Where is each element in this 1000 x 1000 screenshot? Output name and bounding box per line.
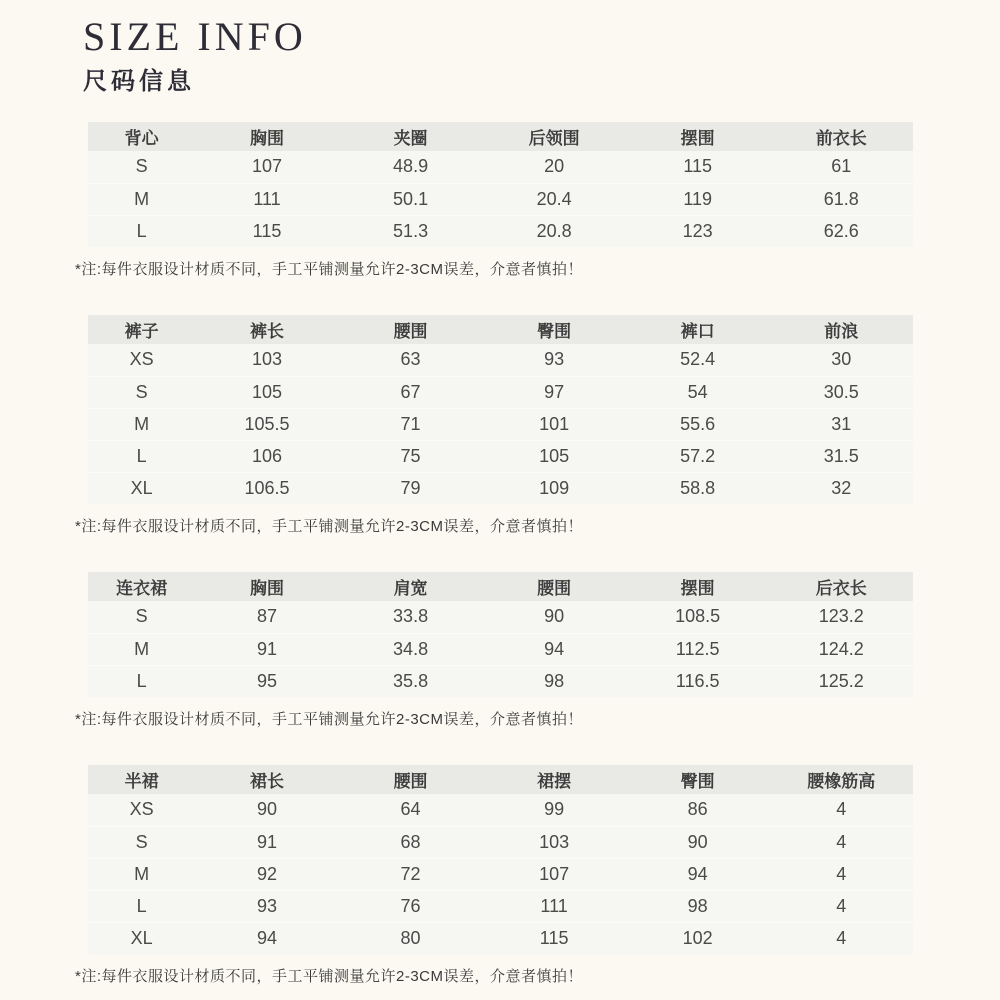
size-value: 108.5 [626, 601, 770, 633]
size-value: 58.8 [626, 472, 770, 504]
table-row [88, 794, 913, 826]
size-value: 30.5 [769, 376, 913, 408]
column-header: 前衣长 [769, 122, 913, 151]
size-label: L [88, 665, 195, 697]
page-title-english: SIZE INFO [83, 14, 307, 59]
size-value: 71 [339, 408, 483, 440]
table-row [88, 344, 913, 376]
header-row [88, 572, 913, 601]
table-row [88, 665, 913, 697]
table-row [88, 858, 913, 890]
size-value: 75 [339, 440, 483, 472]
size-value: 107 [482, 858, 626, 890]
size-value: 106.5 [195, 472, 339, 504]
measurement-note: *注:每件衣服设计材质不同，手工平铺测量允许2-3CM误差，介意者慎拍！ [75, 711, 584, 728]
size-value: 76 [339, 890, 483, 922]
size-value: 111 [195, 183, 339, 215]
size-label: S [88, 376, 195, 408]
item-name-header: 连衣裙 [88, 572, 195, 601]
size-value: 4 [769, 794, 913, 826]
size-value: 102 [626, 922, 770, 954]
size-value: 54 [626, 376, 770, 408]
item-name-header: 半裙 [88, 765, 195, 794]
size-value: 125.2 [769, 665, 913, 697]
size-value: 51.3 [339, 215, 483, 247]
size-value: 123 [626, 215, 770, 247]
size-value: 35.8 [339, 665, 483, 697]
size-value: 95 [195, 665, 339, 697]
header-row [88, 765, 913, 794]
size-value: 103 [482, 826, 626, 858]
section-vest [0, 122, 1000, 279]
column-header: 后领围 [482, 122, 626, 151]
column-header: 裙摆 [482, 765, 626, 794]
size-value: 33.8 [339, 601, 483, 633]
size-value: 112.5 [626, 633, 770, 665]
column-header: 后衣长 [769, 572, 913, 601]
size-value: 50.1 [339, 183, 483, 215]
size-value: 115 [482, 922, 626, 954]
header-row [88, 122, 913, 151]
size-value: 90 [195, 794, 339, 826]
size-value: 72 [339, 858, 483, 890]
size-value: 68 [339, 826, 483, 858]
size-value: 20.8 [482, 215, 626, 247]
table-row [88, 472, 913, 504]
size-value: 4 [769, 890, 913, 922]
size-value: 4 [769, 826, 913, 858]
table-row [88, 183, 913, 215]
section-skirt [0, 765, 1000, 986]
size-label: M [88, 408, 195, 440]
size-value: 67 [339, 376, 483, 408]
size-value: 105 [482, 440, 626, 472]
size-label: M [88, 183, 195, 215]
size-label: M [88, 633, 195, 665]
size-value: 57.2 [626, 440, 770, 472]
column-header: 前浪 [769, 315, 913, 344]
size-value: 4 [769, 858, 913, 890]
size-value: 31.5 [769, 440, 913, 472]
table-row [88, 215, 913, 247]
size-value: 86 [626, 794, 770, 826]
size-value: 61 [769, 151, 913, 183]
measurement-note: *注:每件衣服设计材质不同，手工平铺测量允许2-3CM误差，介意者慎拍！ [75, 261, 584, 278]
size-value: 48.9 [339, 151, 483, 183]
size-value: 62.6 [769, 215, 913, 247]
size-value: 107 [195, 151, 339, 183]
table-row [88, 440, 913, 472]
size-value: 34.8 [339, 633, 483, 665]
size-value: 105.5 [195, 408, 339, 440]
size-value: 111 [482, 890, 626, 922]
size-label: XL [88, 472, 195, 504]
section-pants [0, 315, 1000, 536]
size-value: 124.2 [769, 633, 913, 665]
size-label: L [88, 440, 195, 472]
size-tables-area [0, 122, 1000, 986]
size-value: 115 [195, 215, 339, 247]
size-value: 94 [195, 922, 339, 954]
column-header: 裤长 [195, 315, 339, 344]
size-value: 103 [195, 344, 339, 376]
column-header: 肩宽 [339, 572, 483, 601]
column-header: 裤口 [626, 315, 770, 344]
size-label: S [88, 826, 195, 858]
size-value: 79 [339, 472, 483, 504]
table-row [88, 408, 913, 440]
size-value: 90 [626, 826, 770, 858]
size-value: 98 [626, 890, 770, 922]
size-value: 91 [195, 633, 339, 665]
size-table-dress [88, 572, 913, 697]
table-row [88, 922, 913, 954]
item-name-header: 裤子 [88, 315, 195, 344]
size-label: XL [88, 922, 195, 954]
column-header: 摆围 [626, 122, 770, 151]
size-value: 99 [482, 794, 626, 826]
size-label: L [88, 890, 195, 922]
size-value: 61.8 [769, 183, 913, 215]
table-row [88, 890, 913, 922]
size-label: XS [88, 794, 195, 826]
size-value: 52.4 [626, 344, 770, 376]
size-label: XS [88, 344, 195, 376]
column-header: 臀围 [626, 765, 770, 794]
size-label: L [88, 215, 195, 247]
column-header: 臀围 [482, 315, 626, 344]
table-row [88, 601, 913, 633]
size-value: 20.4 [482, 183, 626, 215]
size-value: 97 [482, 376, 626, 408]
size-value: 109 [482, 472, 626, 504]
size-value: 91 [195, 826, 339, 858]
title-block [83, 16, 1000, 96]
measurement-note: *注:每件衣服设计材质不同，手工平铺测量允许2-3CM误差，介意者慎拍！ [75, 518, 584, 535]
size-value: 64 [339, 794, 483, 826]
size-value: 32 [769, 472, 913, 504]
size-value: 98 [482, 665, 626, 697]
size-value: 87 [195, 601, 339, 633]
size-value: 94 [626, 858, 770, 890]
size-value: 106 [195, 440, 339, 472]
size-table-pants [88, 315, 913, 504]
size-label: S [88, 601, 195, 633]
size-value: 105 [195, 376, 339, 408]
measurement-note: *注:每件衣服设计材质不同，手工平铺测量允许2-3CM误差，介意者慎拍！ [75, 968, 584, 985]
size-value: 115 [626, 151, 770, 183]
column-header: 腰围 [339, 765, 483, 794]
size-value: 31 [769, 408, 913, 440]
size-value: 4 [769, 922, 913, 954]
size-value: 93 [195, 890, 339, 922]
column-header: 裙长 [195, 765, 339, 794]
column-header: 腰围 [482, 572, 626, 601]
size-value: 119 [626, 183, 770, 215]
page-title-chinese: 尺码信息 [83, 68, 195, 95]
column-header: 夹圈 [339, 122, 483, 151]
size-value: 80 [339, 922, 483, 954]
table-row [88, 376, 913, 408]
column-header: 摆围 [626, 572, 770, 601]
size-value: 20 [482, 151, 626, 183]
size-table-vest [88, 122, 913, 247]
size-value: 116.5 [626, 665, 770, 697]
column-header: 腰围 [339, 315, 483, 344]
size-label: M [88, 858, 195, 890]
size-value: 101 [482, 408, 626, 440]
size-value: 93 [482, 344, 626, 376]
table-row [88, 151, 913, 183]
size-value: 30 [769, 344, 913, 376]
header-row [88, 315, 913, 344]
column-header: 腰橡筋高 [769, 765, 913, 794]
size-label: S [88, 151, 195, 183]
section-dress [0, 572, 1000, 729]
column-header: 胸围 [195, 122, 339, 151]
size-value: 63 [339, 344, 483, 376]
item-name-header: 背心 [88, 122, 195, 151]
size-value: 123.2 [769, 601, 913, 633]
size-value: 94 [482, 633, 626, 665]
size-value: 90 [482, 601, 626, 633]
size-value: 92 [195, 858, 339, 890]
size-table-skirt [88, 765, 913, 954]
table-row [88, 826, 913, 858]
table-row [88, 633, 913, 665]
column-header: 胸围 [195, 572, 339, 601]
size-value: 55.6 [626, 408, 770, 440]
